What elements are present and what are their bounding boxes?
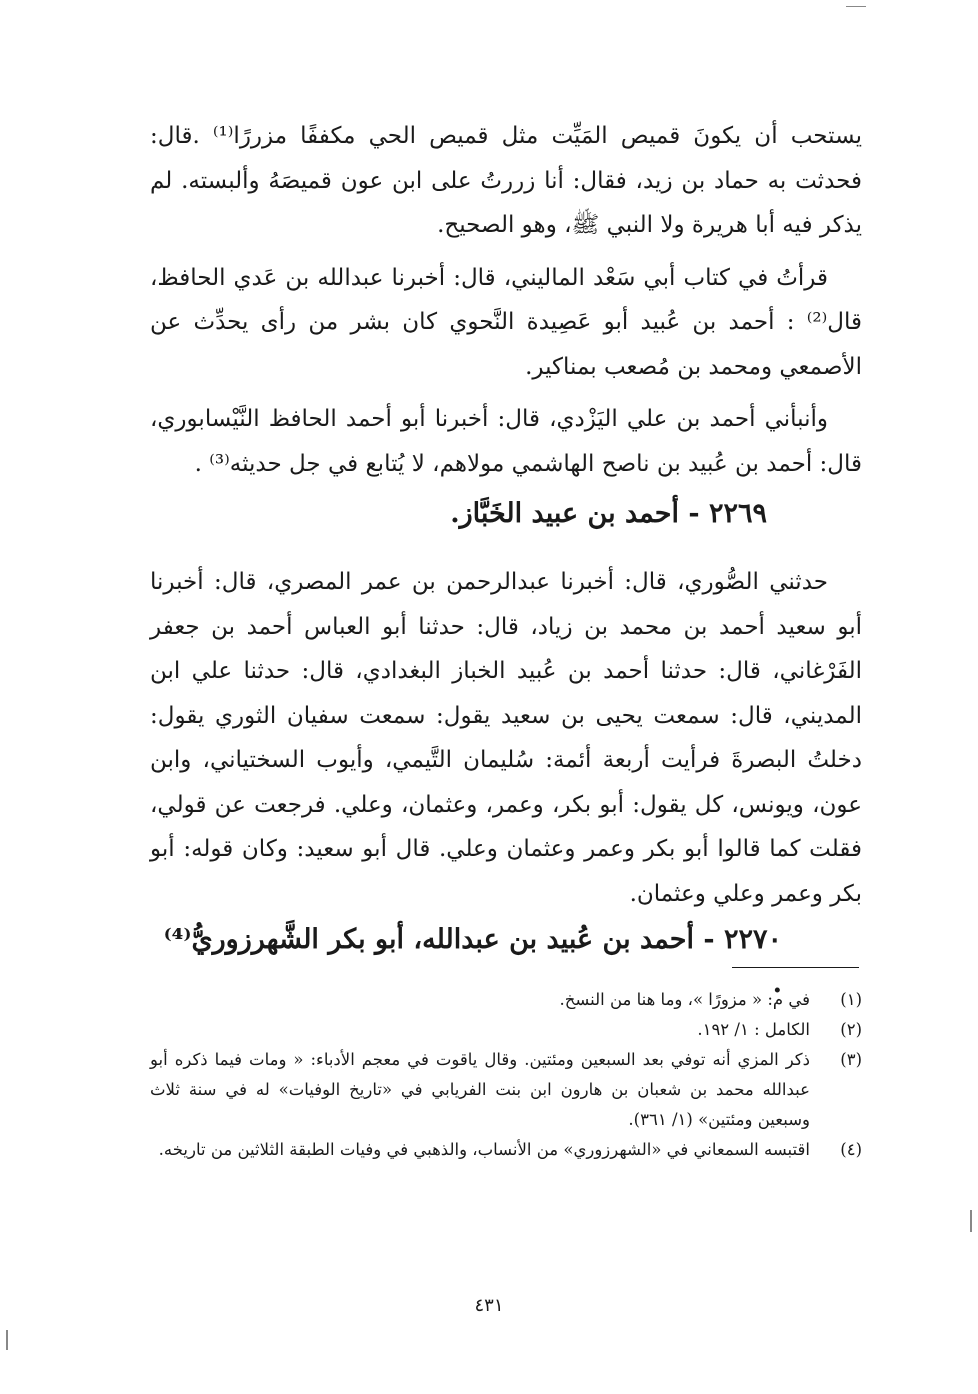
footnote-2 xyxy=(150,1015,862,1045)
footnote-number: (١) xyxy=(840,990,862,1009)
footnote-1 xyxy=(150,985,862,1015)
paragraph-1: يستحب أن يكونَ قميص المَيِّت مثل قميص الحي مكففًا مزررًا⁽¹⁾ .قال: فحدثت به حماد بن زيد، فقال: أنا زررتُ على ابن عون قميصَهُ وألبسته. لم يذكر فيه أبا هريرة ولا النبي ﷺ، وهو الصحيح. xyxy=(150,123,862,238)
scan-mark-right xyxy=(970,1210,972,1232)
footnote-text: الكامل : ١/ ١٩٢. xyxy=(697,1020,810,1039)
footnote-number: (٤) xyxy=(840,1140,862,1159)
top-text-block xyxy=(150,114,862,536)
footnote-text: ذكر المزي أنه توفي بعد السبعين ومئتين. وقال ياقوت في معجم الأدباء: « ومات فيما ذكره أبو عبدالله محمد بن شعبان بن هارون ابن بنت الفريابي في «تاريخ الوفيات» له في سنة ثلاث وسبعين ومئتين» (١/ ٣٦١). xyxy=(150,1050,810,1129)
footnote-3 xyxy=(150,1045,862,1135)
footnotes xyxy=(150,985,862,1165)
entry-heading-2269: ٢٢٦٩ - أحمد بن عبيد الخَبَّاز. xyxy=(450,498,767,529)
footnote-4 xyxy=(150,1135,862,1165)
main-text-block xyxy=(150,560,862,1006)
paragraph-3: وأنبأني أحمد بن علي اليَزْدي، قال: أخبرنا أبو أحمد الحافظ النَّيْسابوري، قال: أحمد بن عُبيد بن ناصح الهاشمي مولاهم، لا يُتابع في جل حديثه⁽³⁾ . xyxy=(150,406,862,477)
scan-mark-top xyxy=(846,6,866,7)
paragraph-main: حدثني الصُّوري، قال: أخبرنا عبدالرحمن بن عمر المصري، قال: أخبرنا أبو سعيد أحمد بن محمد بن زياد، قال: حدثنا أبو العباس أحمد بن جعفر الفَرْغاني، قال: حدثنا أحمد بن عُبيد الخباز البغدادي، قال: حدثنا علي ابن المديني، قال: سمعت يحيى بن سعيد يقول: سمعت سفيان الثوري يقول: دخلتُ البصرةَ فرأيت أربعة أئمة: سُليمان التَّيمي، وأيوب السختياني، وابن عون، ويونس، كل يقول: أبو بكر، وعمر، وعثمان، وعلي. فرجعت عن قولي، فقلت كما قالوا أبو بكر وعمر وعثمان وعلي. قال أبو سعيد: وكان قوله: أبو بكر وعمر وعلي وعثمان. xyxy=(150,569,862,907)
footnote-text: في م: « مزورًا »، وما هنا من النسخ. xyxy=(559,990,810,1009)
paragraph-2: قرأتُ في كتاب أبي سَعْد الماليني، قال: أخبرنا عبدالله بن عَدي الحافظ، قال⁽²⁾ : أحمد بن عُبيد أبو عَصِيدة النَّحوي كان بشر من رأى يحدِّث عن الأصمعي ومحمد بن مُصعب بمناكير. xyxy=(150,264,862,380)
entry-heading-2270: ٢٢٧٠ - أحمد بن عُبيد بن عبدالله، أبو بكر الشَّهرزوريُّ⁽⁴⁾ . xyxy=(163,924,782,999)
footnote-number: (٢) xyxy=(840,1020,862,1039)
page-number: ٤٣١ xyxy=(474,1295,504,1316)
footnote-separator xyxy=(732,967,859,968)
footnote-number: (٣) xyxy=(840,1050,862,1069)
scan-mark-left xyxy=(6,1330,8,1350)
footnote-text: اقتبسه السمعاني في «الشهرزوري» من الأنساب، والذهبي في وفيات الطبقة الثلاثين من تاريخه. xyxy=(158,1140,810,1159)
